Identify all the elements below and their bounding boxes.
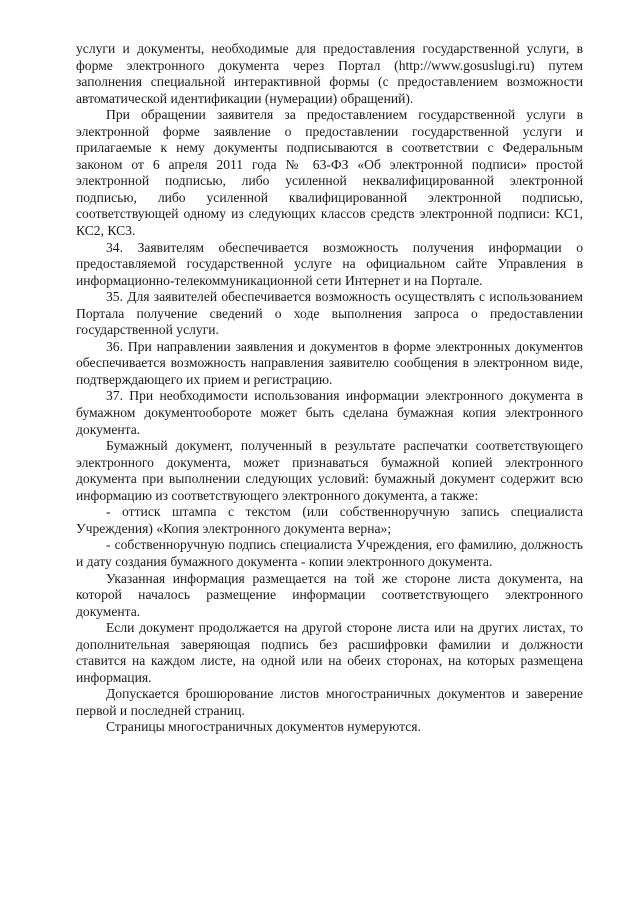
paragraph-page-numbering: Страницы многостраничных документов нумеруются. (106, 719, 421, 735)
paragraph-stamp-imprint: - оттиск штампа с текстом (или собственноручную запись специалиста Учреждения) «Копия электронного документа верна»; (76, 504, 583, 536)
paragraph-37: 37. При необходимости использования информации электронного документа в бумажном документообороте может быть сделана бумажная копия электронного документа. (76, 388, 583, 437)
paragraph-continuation: услуги и документы, необходимые для предоставления государственной услуги, в форме электронного документа через Портал (http://www.gosuslugi.ru) путем заполнения специальной интерактивной формы (с предоставлением возможности автоматической идентификации (нумерации) обращений). (76, 41, 583, 106)
paragraph-binding: Допускается брошюрование листов многостраничных документов и заверение первой и последней страниц. (76, 686, 583, 718)
paragraph-35: 35. Для заявителей обеспечивается возможность осуществлять с использованием Портала получение сведений о ходе выполнения запроса о предоставлении государственной услуги. (76, 289, 583, 338)
paragraph-specialist-signature: - собственноручную подпись специалиста Учреждения, его фамилию, должность и дату создания бумажного документа - копии электронного документа. (76, 537, 583, 569)
paragraph-36: 36. При направлении заявления и документов в форме электронных документов обеспечивается возможность направления заявителю сообщения в электронном виде, подтверждающего их прием и регистрацию. (76, 338, 583, 387)
paragraph-34: 34. Заявителям обеспечивается возможность получения информации о предоставляемой государственной услуге на официальном сайте Управления в информационно-телекоммуникационной сети Интернет и на Портале. (76, 239, 583, 288)
document-page (76, 41, 583, 736)
paragraph-paper-document: Бумажный документ, полученный в результате распечатки соответствующего электронного документа, может признаваться бумажной копией электронного документа при выполнении следующих условий: бумажный документ содержит всю информацию из соответствующего электронного документа, а также: (76, 438, 583, 503)
paragraph-electronic-signature: При обращении заявителя за предоставлением государственной услуги в электронной форме заявление о предоставлении государственной услуги и прилагаемые к нему документы подписываются в соответствии с Федеральным законом от 6 апреля 2011 года № 63-ФЗ «Об электронной подписи» простой электронной подписью, либо усиленной неквалифицированной электронной подписью, либо усиленной квалифицированной электронной подписью, соответствующей одному из следующих классов средств электронной подписи: КС1, КС2, КС3. (76, 107, 583, 239)
paragraph-continuation-sheets: Если документ продолжается на другой стороне листа или на других листах, то дополнительная заверяющая подпись без расшифровки фамилии и должности ставится на каждом листе, на одной или на обеих сторонах, на которых размещена информация. (76, 620, 583, 685)
paragraph-information-placement: Указанная информация размещается на той же стороне листа документа, на которой началось размещение информации соответствующего электронного документа. (76, 570, 583, 619)
